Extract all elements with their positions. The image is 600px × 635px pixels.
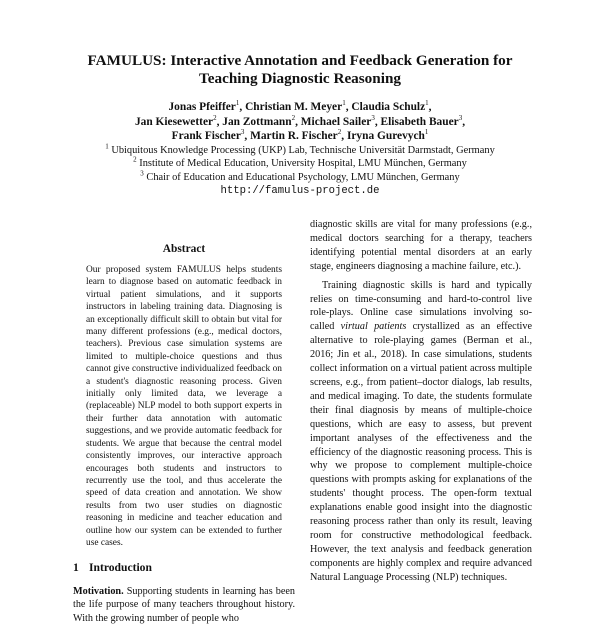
author-name: Frank Fischer [171,130,241,142]
author-separator: , [295,115,301,128]
paper-title-line-2: Teaching Diagnostic Reasoning [199,70,401,87]
section-title: Introduction [89,561,152,575]
body-paragraph-2-part-b: crystallized as an effective alternative to role-playing games (Berman et al., 2016; Jin et al., 2018). In case simulations, students collect information on a virtual patient across multiple screens, e.g., from patient–doctor dialogs, lab results, and medical imaging. To date, the students formulate their final diagnosis by means of multiple-choice questions, which are easy to assess, but prevent important analyses of the effectiveness and the efficiency of the diagnostic reasoning process. This is why we propose to complement multiple-choice questions with prompts asking for explanations of the students' thought process. The open-form textual explanations enable good insight into the diagnostic reasoning process rather than only its result, leaving room for constructive methodological feedback. However, the text analysis and feedback generation components are highly complex and require advanced Natural Language Processing (NLP) techniques. [310,321,532,583]
author-affiliation-marker: 3 [240,128,245,137]
author-separator: , [428,101,432,113]
author-name: Iryna Gurevych [346,130,425,142]
author-affiliation-marker: 1 [424,128,429,137]
author-separator: , [239,101,246,113]
author-name: Jonas Pfeiffer [168,101,236,113]
author-separator: , [244,130,251,142]
author-affiliation-marker: 3 [458,113,463,122]
author-separator: , [374,115,381,128]
body-paragraph-2 [310,279,532,585]
introduction-paragraph [73,585,295,626]
paper-title-line-1: FAMULUS: Interactive Annotation and Feedback Generation for [87,52,513,69]
author-separator: , [462,115,466,128]
author-affiliation-marker: 2 [337,128,342,137]
affiliation-line [40,157,560,171]
author-name: Jan Zottmann [222,115,292,128]
author-affiliation-marker: 2 [291,113,296,122]
abstract-text: Our proposed system FAMULUS helps students learn to diagnose based on automatic feedback in virtual patient simulations, and it supports instructors in labeling training data. Diagnosing is an exceptionally difficult skill to obtain but vital for many different professions (e.g., medical doctors, teachers). Previous case simulation systems are limited to multiple-choice questions and thus cannot give constructive individualized feedback on a student's diagnostic reasoning process. Given initially only limited data, we leverage a (replaceable) NLP model to both support experts in their further data annotation with automatic suggestions, and we provide automatic feedback for students. We argue that because the central model consistently improves, our interactive approach encourages both students and instructors to recurrently use the tool, and thus accelerate the speed of data creation and annotation. We show results from two user studies on diagnostic reasoning in medicine and teacher education and outline how our system can be extended to further use cases. [86,265,282,548]
author-separator: , [216,115,223,128]
affiliation-marker: 2 [133,155,137,164]
introduction-text: Supporting students in learning has been the life purpose of many teachers throughout history. With the growing number of people who [73,585,295,624]
section-heading-introduction [73,561,282,574]
virtual-patients-term: virtual patients [340,321,407,333]
author-name: Claudia Schulz [351,101,426,113]
body-paragraph-1: diagnostic skills are vital for many professions (e.g., medical doctors searching for a therapy, teachers identifying potential mental disorders at an early stage, engineers diagnosing a machine failure, etc.). [310,219,532,272]
author-name: Martin R. Fischer [250,130,338,142]
right-column [310,218,532,585]
body-paragraph-2-part-a: Training diagnostic skills is hard and typically relies on time-consuming and hard-to-control live role-plays. Online case simulations involving so-called [310,279,532,333]
section-number: 1 [73,561,79,575]
project-url[interactable]: http://famulus-project.de [220,185,380,198]
author-name: Elisabeth Bauer [380,115,459,128]
paper-title [40,52,560,88]
author-separator: , [345,101,352,113]
author-name: Michael Sailer [300,115,372,128]
author-name: Jan Kiesewetter [134,115,214,128]
author-affiliation-marker: 1 [235,99,240,108]
affiliation-text: Institute of Medical Education, University Hospital, LMU München, Germany [139,158,467,170]
author-affiliation-marker: 2 [213,113,217,122]
author-affiliation-marker: 1 [425,99,429,108]
author-separator: , [341,130,347,142]
affiliation-marker: 3 [140,169,144,178]
affiliation-text: Chair of Education and Educational Psychology, LMU München, Germany [146,171,460,183]
affiliation-line [40,171,560,185]
title-block [40,52,560,198]
motivation-lead: Motivation. [73,585,124,597]
left-column [73,243,295,635]
abstract-heading: Abstract [162,243,206,255]
author-affiliation-marker: 1 [342,99,346,108]
affiliation-line [40,144,560,158]
author-list [40,100,560,144]
affiliation-text: Ubiquitous Knowledge Processing (UKP) Lab, Technische Universität Darmstadt, Germany [111,144,495,156]
affiliation-marker: 1 [105,142,109,151]
author-name: Christian M. Meyer [245,101,343,113]
affiliation-list [40,144,560,185]
author-affiliation-marker: 3 [371,113,375,122]
